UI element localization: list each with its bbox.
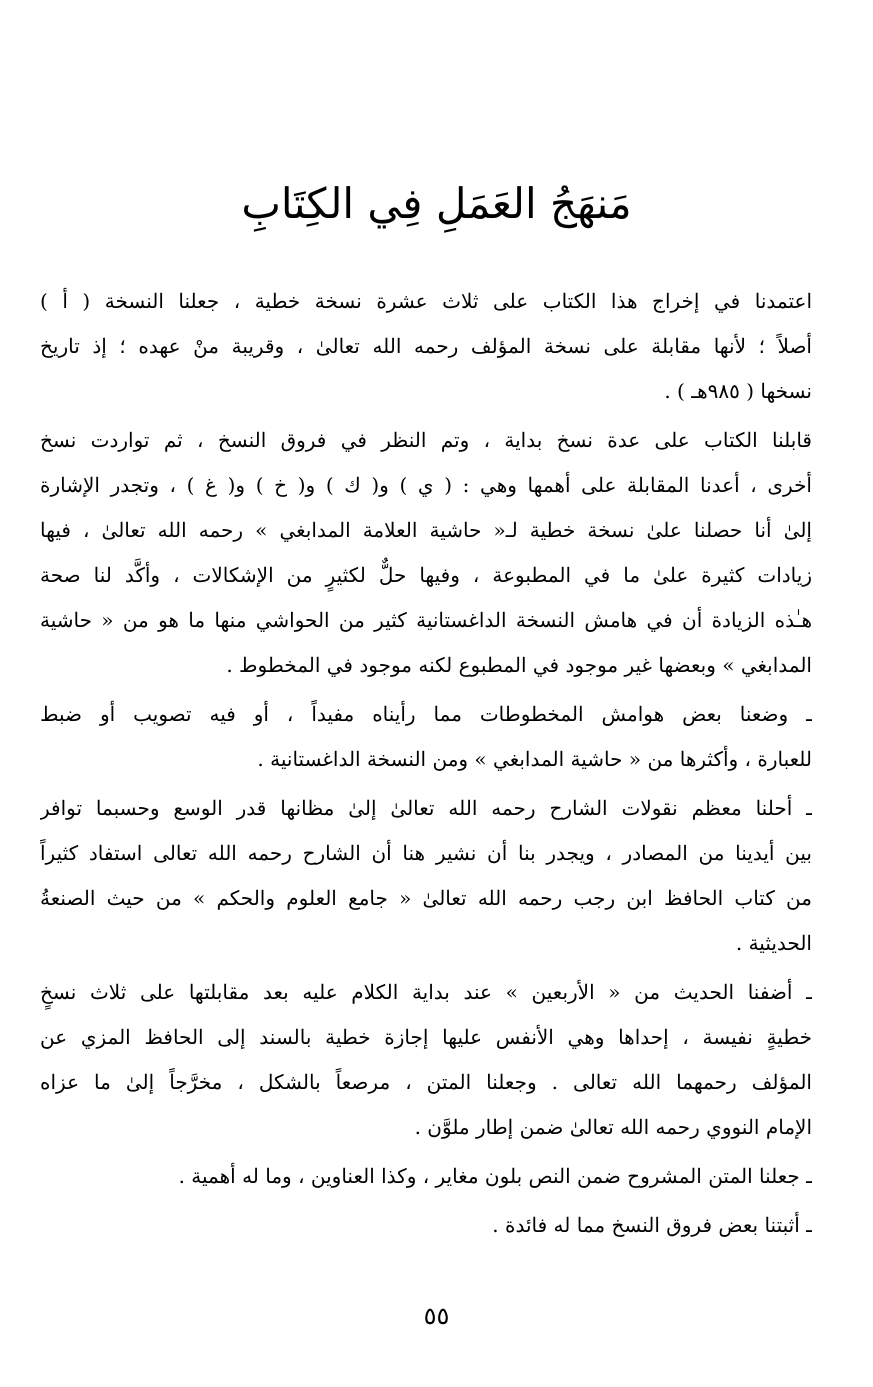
- text-line: هـٰذه الزيادة أن في هامش النسخة الداغستانية كثير من الحواشي منها ما هو من « حاشية: [40, 608, 812, 632]
- text-line: بين أيدينا من المصادر ، ويجدر بنا أن نشير هنا أن الشارح رحمه الله تعالى استفاد كثيراً: [40, 841, 812, 865]
- text-line: ـ أحلنا معظم نقولات الشارح رحمه الله تعالىٰ إلىٰ مظانها قدر الوسع وحسبما توافر: [40, 796, 812, 820]
- paragraph: [40, 1203, 812, 1248]
- text-line: خطيةٍ نفيسة ، إحداها وهي الأنفس عليها إجازة خطية بالسند إلى الحافظ المزي عن: [40, 1025, 812, 1049]
- text-line: قابلنا الكتاب على عدة نسخ بداية ، وتم النظر في فروق النسخ ، ثم تواردت نسخ: [40, 428, 812, 452]
- paragraph: [40, 1154, 812, 1199]
- body-text: [40, 279, 812, 1252]
- text-line: الإمام النووي رحمه الله تعالىٰ ضمن إطار ملوَّن .: [414, 1115, 812, 1139]
- paragraph: [40, 970, 812, 1150]
- paragraph: [40, 279, 812, 414]
- text-line: ـ أضفنا الحديث من « الأربعين » عند بداية الكلام عليه بعد مقابلتها على ثلاث نسخٍ: [40, 980, 812, 1004]
- text-line: نسخها ( ٩٨٥هـ ) .: [664, 379, 812, 403]
- text-line: المؤلف رحمهما الله تعالى . وجعلنا المتن ، مرصعاً بالشكل ، مخرَّجاً إلىٰ ما عزاه: [40, 1070, 812, 1094]
- text-line: ـ أثبتنا بعض فروق النسخ مما له فائدة .: [492, 1213, 812, 1237]
- text-line: اعتمدنا في إخراج هذا الكتاب على ثلاث عشرة نسخة خطية ، جعلنا النسخة ( أ ): [40, 289, 812, 313]
- text-line: للعبارة ، وأكثرها من « حاشية المدابغي » ومن النسخة الداغستانية .: [257, 747, 812, 771]
- text-line: المدابغي » وبعضها غير موجود في المطبوع لكنه موجود في المخطوط .: [226, 653, 812, 677]
- text-line: إلىٰ أنا حصلنا علىٰ نسخة خطية لـ« حاشية العلامة المدابغي » رحمه الله تعالىٰ ، فيها: [40, 518, 812, 542]
- text-line: أصلاً ؛ لأنها مقابلة على نسخة المؤلف رحمه الله تعالىٰ ، وقريبة منْ عهده ؛ إذ تاريخ: [40, 334, 812, 358]
- page-title: مَنهَجُ العَمَلِ فِي الكِتَابِ: [241, 179, 632, 228]
- paragraph: [40, 786, 812, 966]
- text-line: أخرى ، أعدنا المقابلة على أهمها وهي : ( ي ) و( ك ) و( خ ) و( غ ) ، وتجدر الإشارة: [40, 473, 812, 497]
- text-line: ـ وضعنا بعض هوامش المخطوطات مما رأيناه مفيداً ، أو فيه تصويب أو ضبط: [40, 702, 812, 726]
- text-line: من كتاب الحافظ ابن رجب رحمه الله تعالىٰ « جامع العلوم والحكم » من حيث الصنعةُ: [40, 886, 812, 910]
- text-line: زيادات كثيرة علىٰ ما في المطبوعة ، وفيها حلٌّ لكثيرٍ من الإشكالات ، وأكَّد لنا صحة: [40, 563, 812, 587]
- page-number: ٥٥: [423, 1302, 450, 1330]
- paragraph: [40, 692, 812, 782]
- text-line: ـ جعلنا المتن المشروح ضمن النص بلون مغاير ، وكذا العناوين ، وما له أهمية .: [178, 1164, 812, 1188]
- text-line: الحديثية .: [735, 931, 812, 955]
- paragraph: [40, 418, 812, 688]
